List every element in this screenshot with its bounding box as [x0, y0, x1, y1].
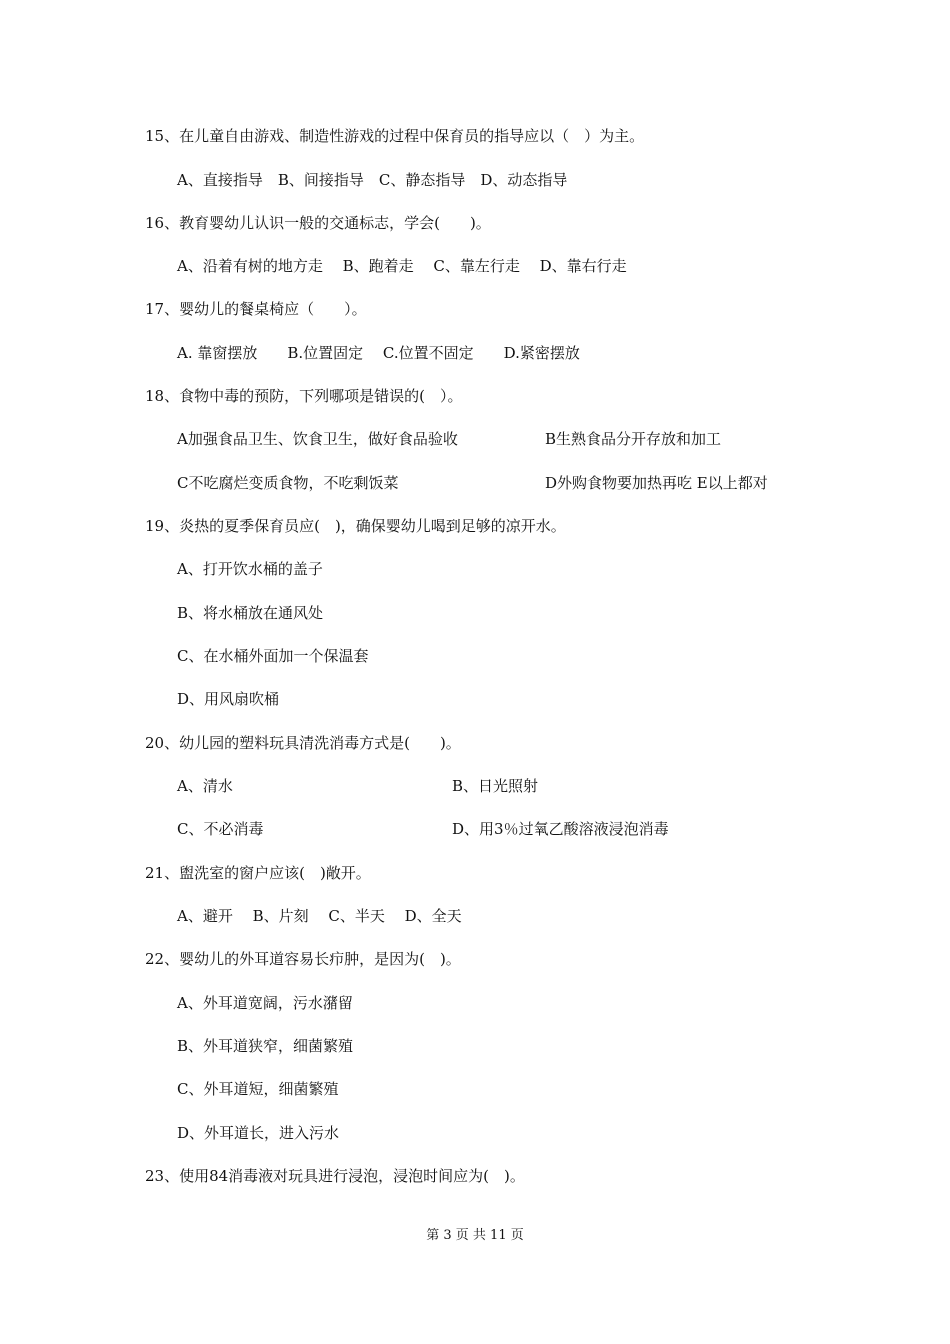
question-18-option-b: B生熟食品分开存放和加工 — [545, 430, 722, 448]
question-20-option-a: A、清水 — [177, 777, 233, 795]
question-19: 19、炎热的夏季保育员应( )，确保婴幼儿喝到足够的凉开水。 — [145, 517, 566, 535]
question-22-option-c: C、外耳道短，细菌繁殖 — [177, 1080, 339, 1098]
question-20-option-d: D、用3％过氧乙酸溶液浸泡消毒 — [452, 820, 669, 838]
question-21-options: A、避开 B、片刻 C、半天 D、全天 — [177, 907, 462, 925]
question-17-options: A. 靠窗摆放 B.位置固定 C.位置不固定 D.紧密摆放 — [177, 344, 580, 362]
question-20: 20、幼儿园的塑料玩具清洗消毒方式是( )。 — [145, 734, 461, 752]
question-17: 17、婴幼儿的餐桌椅应（ ）。 — [145, 300, 367, 318]
page-footer: 第 3 页 共 11 页 — [426, 1228, 524, 1243]
question-20-option-c: C、不必消毒 — [177, 820, 264, 838]
question-21: 21、盥洗室的窗户应该( )敞开。 — [145, 864, 371, 882]
question-18-option-c: C不吃腐烂变质食物，不吃剩饭菜 — [177, 474, 399, 492]
question-23: 23、使用84消毒液对玩具进行浸泡，浸泡时间应为( )。 — [145, 1167, 525, 1185]
question-22-option-a: A、外耳道宽阔，污水潴留 — [177, 994, 353, 1012]
question-22-option-d: D、外耳道长，进入污水 — [177, 1124, 340, 1142]
question-22-option-b: B、外耳道狭窄，细菌繁殖 — [177, 1037, 354, 1055]
question-18-option-a: A加强食品卫生、饮食卫生，做好食品验收 — [177, 430, 458, 448]
question-16-options: A、沿着有树的地方走 B、跑着走 C、靠左行走 D、靠右行走 — [177, 257, 627, 275]
question-20-option-b: B、日光照射 — [452, 777, 539, 795]
question-19-option-c: C、在水桶外面加一个保温套 — [177, 647, 369, 665]
question-18: 18、食物中毒的预防，下列哪项是错误的( ）。 — [145, 387, 463, 405]
question-15: 15、在儿童自由游戏、制造性游戏的过程中保育员的指导应以（ ）为主。 — [145, 127, 645, 145]
question-15-options: A、直接指导 B、间接指导 C、静态指导 D、动态指导 — [177, 171, 568, 189]
question-18-option-d: D外购食物要加热再吃 E以上都对 — [545, 474, 768, 492]
question-19-option-d: D、用风扇吹桶 — [177, 690, 280, 708]
question-16: 16、教育婴幼儿认识一般的交通标志，学会( )。 — [145, 214, 491, 232]
question-19-option-b: B、将水桶放在通风处 — [177, 604, 324, 622]
question-22: 22、婴幼儿的外耳道容易长疖肿，是因为( )。 — [145, 950, 461, 968]
question-19-option-a: A、打开饮水桶的盖子 — [177, 560, 323, 578]
